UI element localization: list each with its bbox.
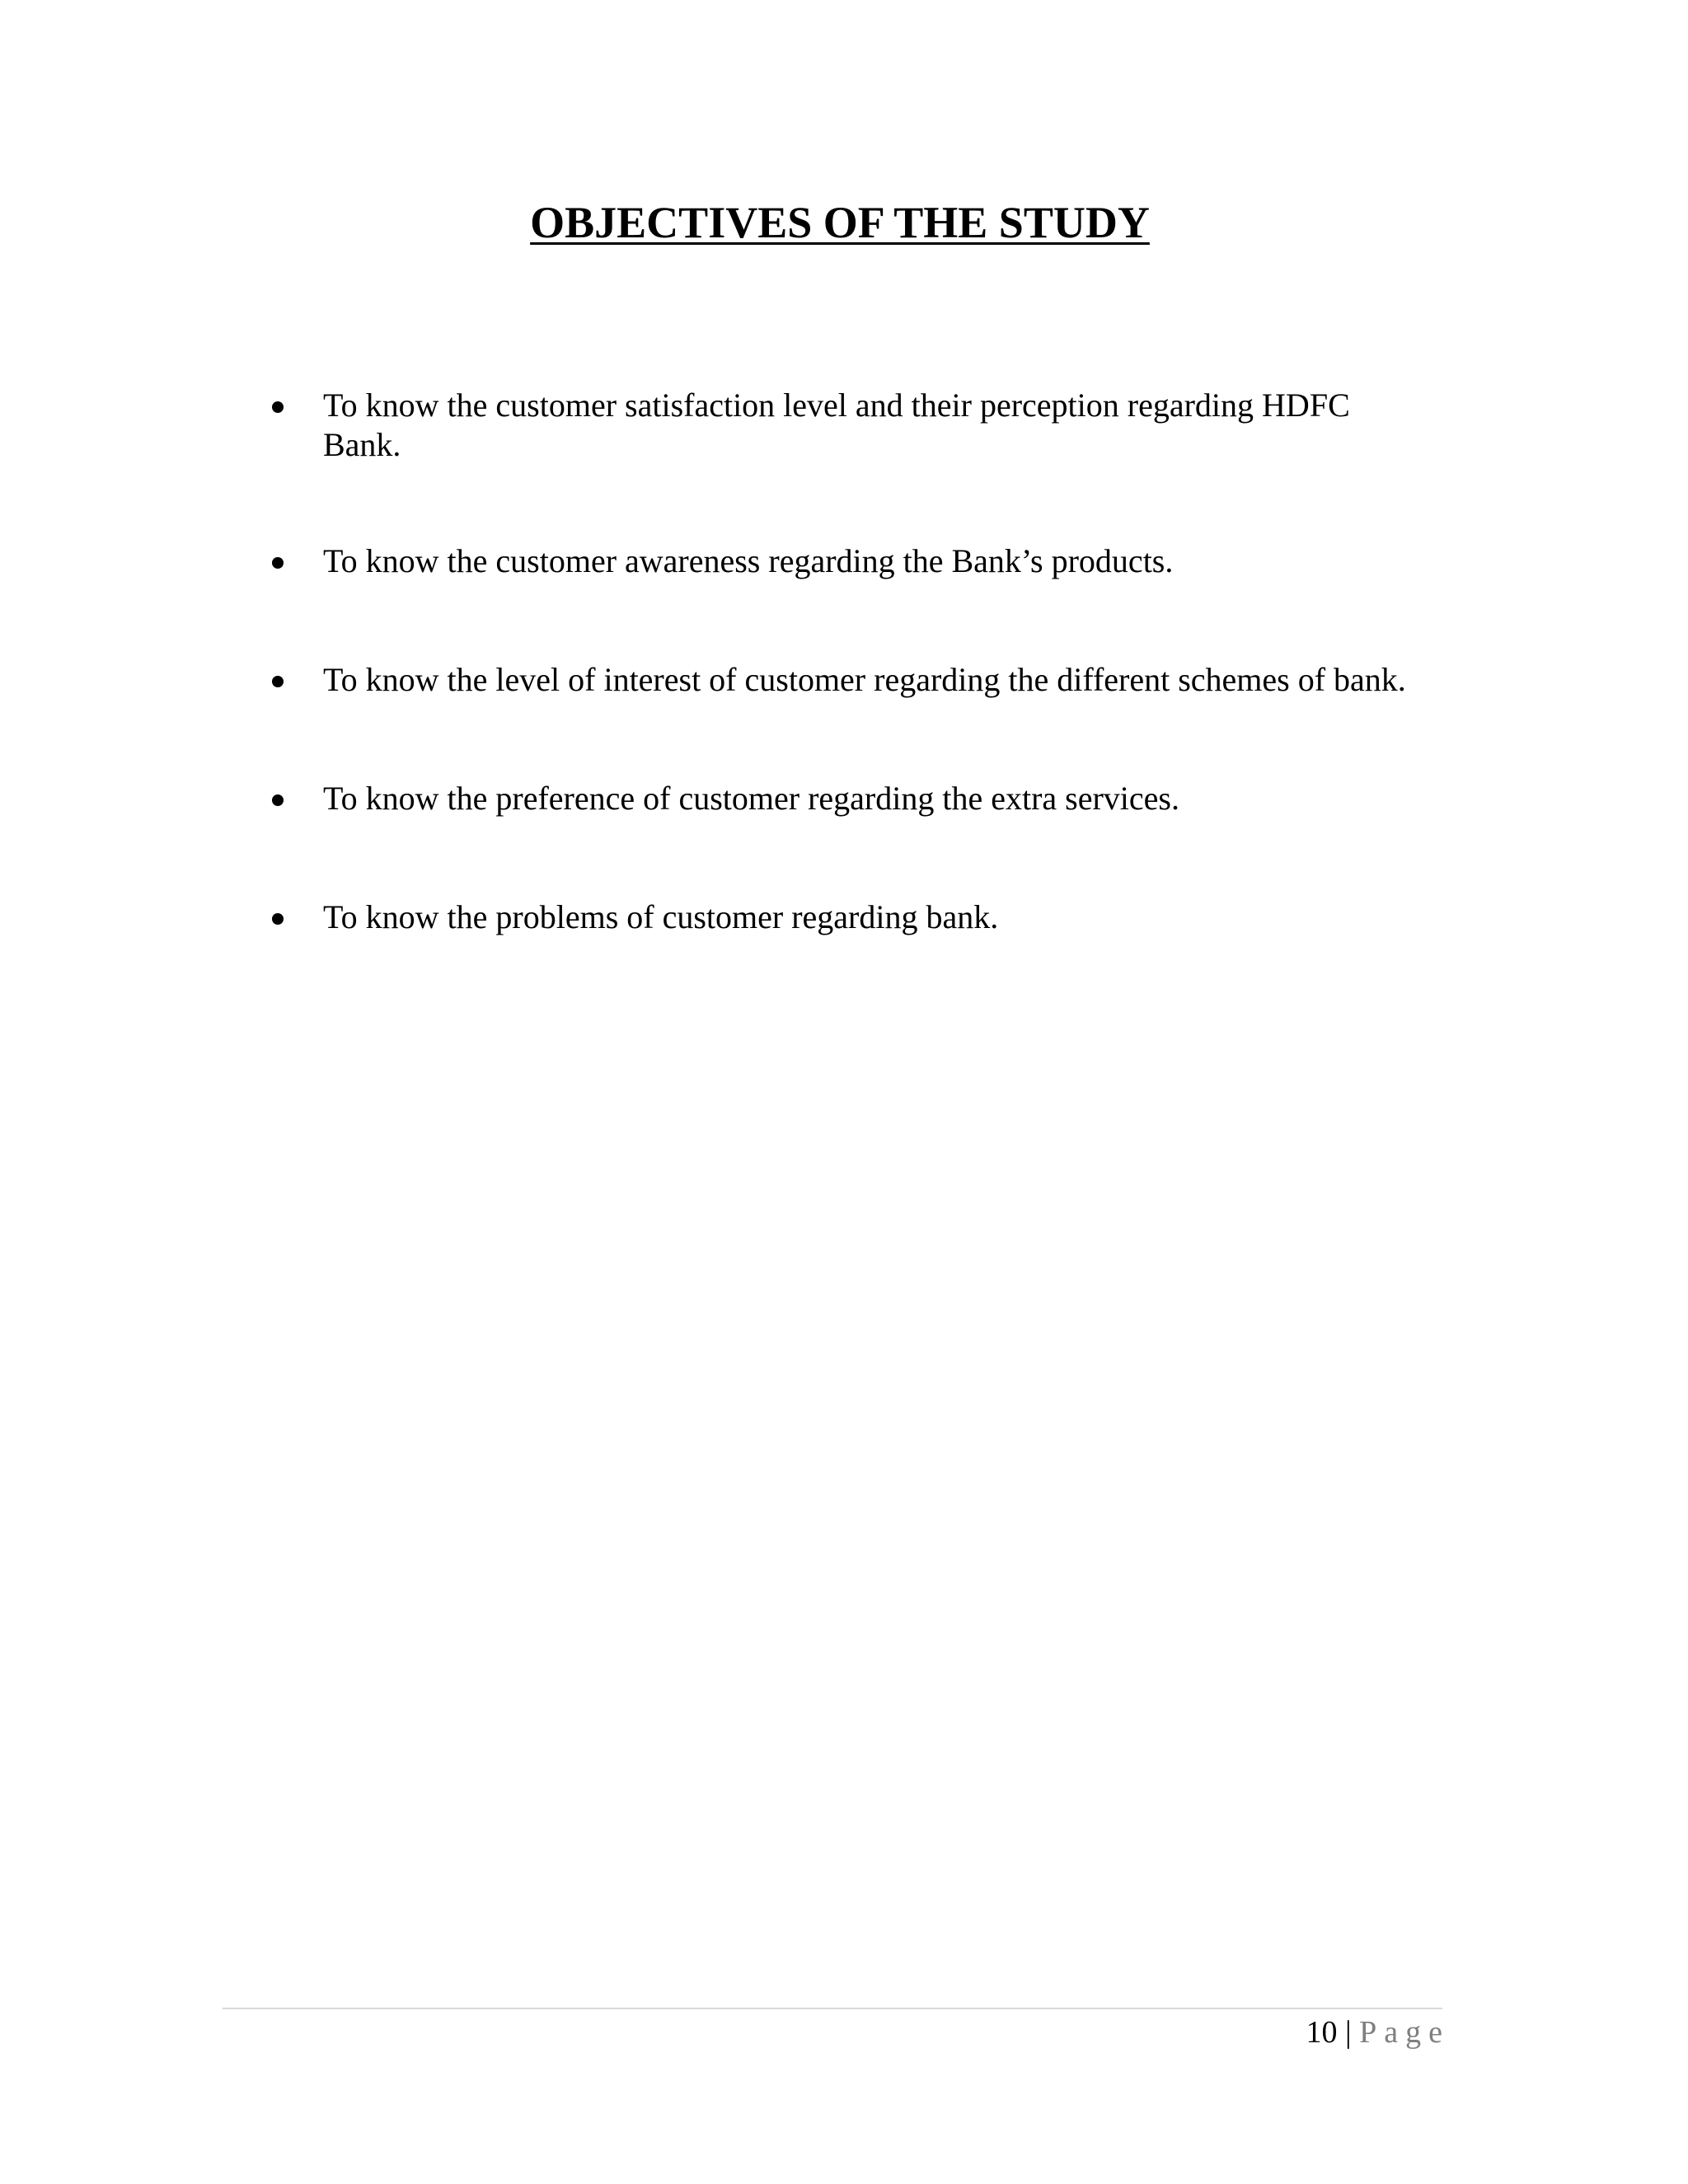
page-title-text: OBJECTIVES OF THE STUDY <box>530 198 1150 247</box>
page-label: Page <box>1359 2015 1450 2050</box>
objective-text: To know the customer satisfaction level and their perception regarding HDFC Bank. <box>323 387 1350 463</box>
bullet-icon <box>272 794 284 806</box>
objective-text: To know the level of interest of customer regarding the different schemes of bank. <box>323 661 1406 698</box>
page-title <box>0 196 1688 249</box>
bullet-icon <box>272 913 284 925</box>
footer-divider <box>223 2008 1442 2009</box>
page-footer <box>1306 2013 1450 2052</box>
bullet-icon <box>272 557 284 569</box>
bullet-icon <box>272 676 284 687</box>
objective-text: To know the preference of customer regarding the extra services. <box>323 780 1179 817</box>
objective-text: To know the customer awareness regarding the Bank’s products. <box>323 542 1174 579</box>
page-number: 10 <box>1306 2015 1338 2050</box>
objective-text: To know the problems of customer regarding bank. <box>323 898 999 935</box>
page-separator: | <box>1337 2015 1360 2050</box>
bullet-icon <box>272 401 284 413</box>
